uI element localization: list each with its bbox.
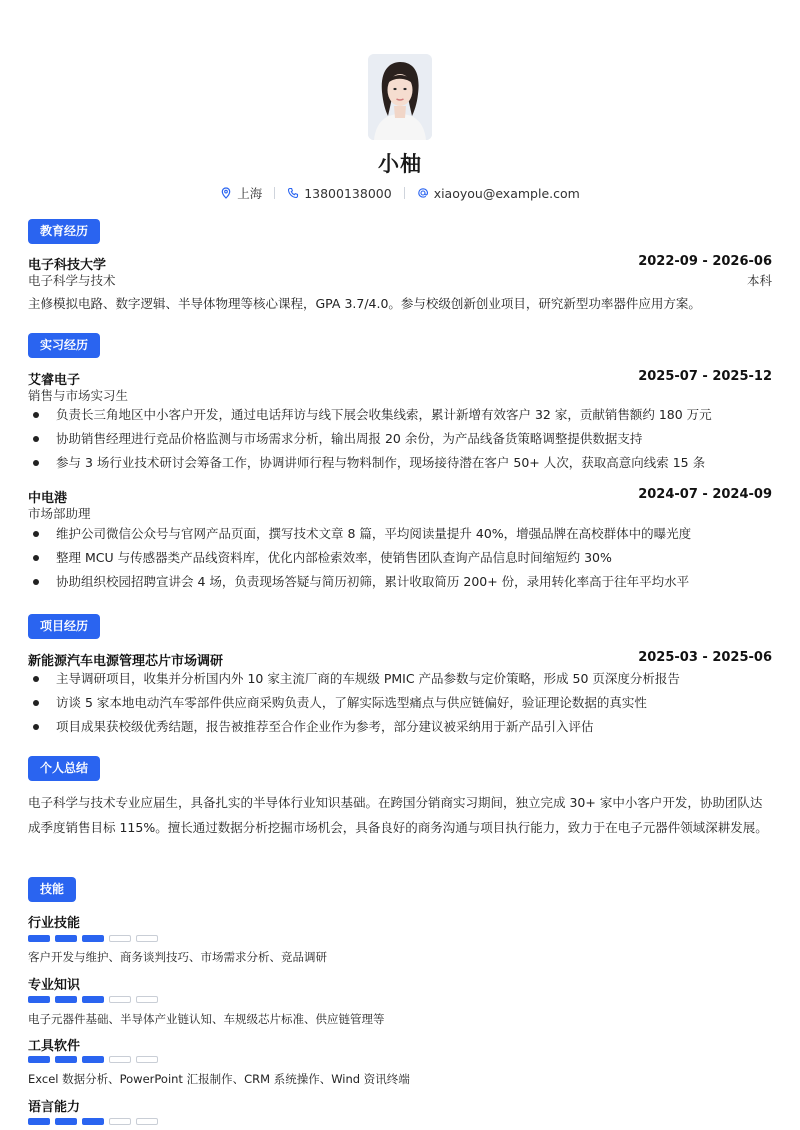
skill-bar-filled — [28, 935, 50, 942]
contact-phone — [275, 186, 403, 201]
avatar — [368, 54, 432, 140]
skill-bar-empty — [136, 1118, 158, 1125]
skill-description: 客户开发与维护、商务谈判技巧、市场需求分析、竞品调研 — [28, 950, 327, 964]
summary-text: 电子科学与技术专业应届生，具备扎实的半导体行业知识基础。在跨国分销商实习期间，独立完成 30+ 家中小客户开发，协助团队达成季度销售目标 115%。擅长通过数据分析挖掘市场机会，具备良好的商务沟通与项目执行能力，致力于在电子元器件领域深耕发展。 — [28, 795, 768, 835]
phone-text: 13800138000 — [304, 185, 392, 201]
skill-bar-filled — [28, 996, 50, 1003]
major: 电子科学与技术 — [28, 273, 116, 288]
list-item: 维护公司微信公众号与官网产品页面，撰写技术文章 8 篇，平均阅读量提升 40%，增强品牌在高校群体中的曝光度 — [28, 522, 772, 546]
skill-bar-filled — [55, 1118, 77, 1125]
skill-bar-filled — [28, 1118, 50, 1125]
skill-bar-empty — [136, 1056, 158, 1063]
skill-bar-filled — [55, 996, 77, 1003]
list-item: 协助销售经理进行竞品价格监测与市场需求分析，输出周报 20 余份，为产品线备货策略调整提供数据支持 — [28, 427, 772, 451]
skill-level-bars — [28, 996, 158, 1003]
email-text: xiaoyou@example.com — [433, 185, 580, 201]
list-item: 参与 3 场行业技术研讨会筹备工作，协调讲师行程与物料制作，现场接待潜在客户 50+ 人次，获取高意向线索 15 条 — [28, 451, 772, 475]
skill-bar-empty — [109, 935, 131, 942]
section-skills-tag: 技能 — [28, 877, 76, 902]
skill-title: 语言能力 — [28, 1100, 81, 1115]
company-name: 艾睿电子 — [28, 373, 81, 388]
internship-bullets — [28, 403, 772, 475]
skill-title: 工具软件 — [28, 1039, 81, 1054]
list-item: 负责长三角地区中小客户开发，通过电话拜访与线下展会收集线索，累计新增有效客户 32 家，贡献销售额约 180 万元 — [28, 403, 772, 427]
contact-location — [208, 184, 274, 202]
at-sign-icon — [417, 187, 429, 199]
phone-icon — [287, 187, 299, 199]
degree: 本科 — [746, 273, 772, 288]
list-item: 整理 MCU 与传感器类产品线资料库，优化内部检索效率，使销售团队查询产品信息时间缩短约 30% — [28, 546, 772, 570]
skill-bar-filled — [55, 935, 77, 942]
skill-level-bars — [28, 1056, 158, 1063]
skill-bar-empty — [136, 935, 158, 942]
education-description: 主修模拟电路、数字逻辑、半导体物理等核心课程，GPA 3.7/4.0。参与校级创新创业项目，研究新型功率器件应用方案。 — [28, 296, 701, 311]
project-bullets — [28, 667, 772, 739]
internship-date: 2024-07 - 2024-09 — [638, 487, 772, 502]
internship-role: 销售与市场实习生 — [28, 388, 129, 403]
skill-title: 行业技能 — [28, 916, 81, 931]
internship-role: 市场部助理 — [28, 506, 91, 521]
skill-bar-empty — [109, 1056, 131, 1063]
skill-level-bars — [28, 1118, 158, 1125]
skill-bar-filled — [55, 1056, 77, 1063]
skill-description: Excel 数据分析、PowerPoint 汇报制作、CRM 系统操作、Wind 资讯终端 — [28, 1072, 410, 1086]
location-pin-icon — [220, 187, 232, 199]
section-education-tag: 教育经历 — [28, 219, 100, 244]
project-date: 2025-03 - 2025-06 — [638, 650, 772, 665]
internship-date: 2025-07 - 2025-12 — [638, 369, 772, 384]
project-name: 新能源汽车电源管理芯片市场调研 — [28, 654, 224, 669]
section-internship-tag: 实习经历 — [28, 333, 100, 358]
skill-bar-filled — [82, 996, 104, 1003]
skill-bar-filled — [82, 1118, 104, 1125]
resume-header — [0, 54, 800, 202]
list-item: 访谈 5 家本地电动汽车零部件供应商采购负责人，了解实际选型痛点与供应链偏好，验证理论数据的真实性 — [28, 691, 772, 715]
company-name: 中电港 — [28, 491, 68, 506]
list-item: 项目成果获校级优秀结题，报告被推荐至合作企业作为参考，部分建议被采纳用于新产品引入评估 — [28, 715, 772, 739]
skill-description: 电子元器件基础、半导体产业链认知、车规级芯片标准、供应链管理等 — [28, 1012, 385, 1026]
contact-info — [0, 184, 800, 202]
skill-bar-filled — [82, 1056, 104, 1063]
list-item: 协助组织校园招聘宣讲会 4 场，负责现场答疑与简历初筛，累计收取简历 200+ 份，录用转化率高于往年平均水平 — [28, 570, 772, 594]
candidate-name: 小柚 — [378, 152, 422, 176]
section-project-tag: 项目经历 — [28, 614, 100, 639]
internship-bullets — [28, 522, 772, 594]
contact-email — [405, 186, 592, 201]
skill-bar-empty — [109, 996, 131, 1003]
education-date: 2022-09 - 2026-06 — [638, 254, 772, 269]
skill-level-bars — [28, 935, 158, 942]
skill-bar-empty — [136, 996, 158, 1003]
location-text: 上海 — [237, 186, 263, 201]
list-item: 主导调研项目，收集并分析国内外 10 家主流厂商的车规级 PMIC 产品参数与定价策略，形成 50 页深度分析报告 — [28, 667, 772, 691]
skill-title: 专业知识 — [28, 978, 81, 993]
skill-bar-filled — [82, 935, 104, 942]
skill-bar-filled — [28, 1056, 50, 1063]
school-name: 电子科技大学 — [28, 258, 107, 273]
skill-bar-empty — [109, 1118, 131, 1125]
section-summary-tag: 个人总结 — [28, 756, 100, 781]
